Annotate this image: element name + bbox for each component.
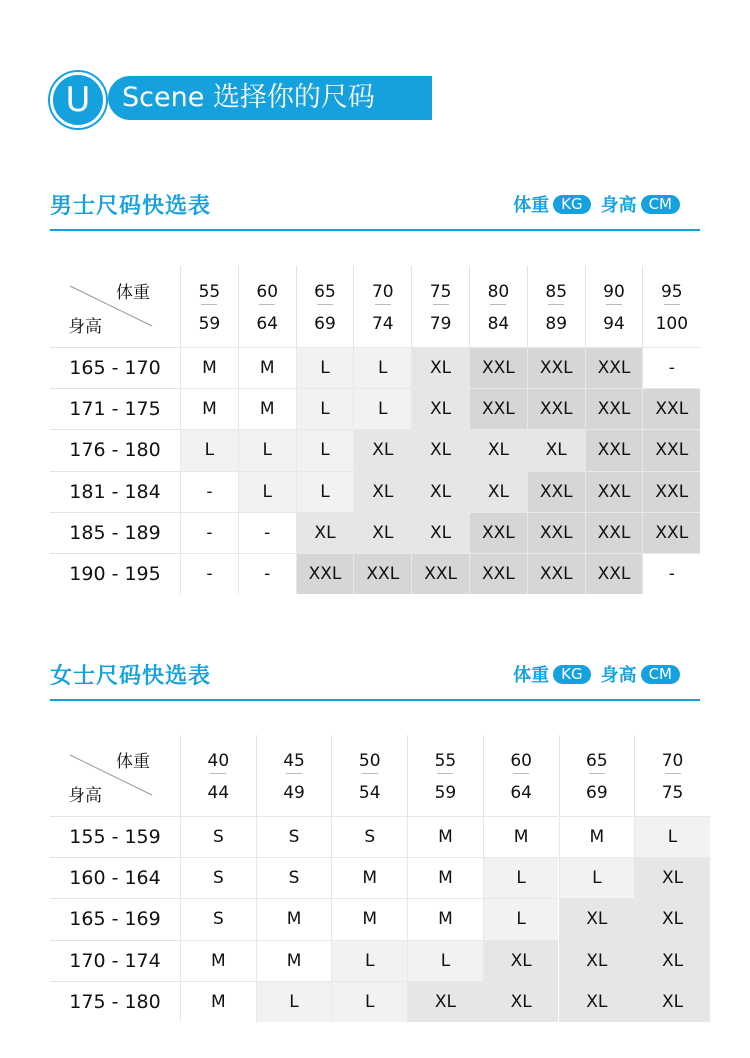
women-size-cell: M — [407, 898, 483, 939]
women-weight-max: 49 — [283, 783, 305, 803]
women-size-cell: S — [180, 816, 256, 857]
women-size-cell: XL — [483, 940, 559, 981]
men-weight-column-header — [353, 266, 411, 347]
men-weight-column-header — [527, 266, 585, 347]
men-unit-legend — [513, 191, 680, 217]
men-size-cell: XXL — [585, 429, 643, 470]
women-size-table — [50, 735, 710, 1022]
women-weight-min: 60 — [510, 751, 532, 771]
men-weight-min: 55 — [198, 282, 221, 302]
men-section-header — [50, 189, 700, 231]
men-weight-min: 80 — [487, 282, 510, 302]
women-size-cell: S — [180, 857, 256, 898]
men-size-cell: XXL — [585, 512, 643, 553]
women-unit-height-badge: CM — [641, 665, 680, 684]
women-weight-max: 69 — [586, 783, 608, 803]
men-size-cell: L — [296, 347, 354, 388]
men-corner-header — [50, 266, 180, 347]
women-size-cell: S — [180, 898, 256, 939]
men-size-cell: L — [296, 429, 354, 470]
men-weight-range-divider — [201, 304, 217, 305]
men-size-cell: L — [296, 471, 354, 512]
men-section-title: 男士尺码快选表 — [50, 194, 212, 219]
men-size-cell: M — [180, 388, 238, 429]
men-height-row-label: 171 - 175 — [50, 388, 180, 429]
women-corner-diagonal — [68, 753, 154, 797]
men-weight-column-header — [642, 266, 700, 347]
women-unit-weight-badge: KG — [553, 665, 590, 684]
men-weight-max: 84 — [487, 314, 510, 334]
women-size-cell: M — [331, 898, 407, 939]
men-corner-height-label: 身高 — [68, 317, 102, 337]
men-weight-min: 90 — [603, 282, 625, 302]
men-size-cell: XXL — [642, 429, 700, 470]
women-size-cell: M — [331, 857, 407, 898]
women-size-cell: M — [180, 981, 256, 1022]
men-height-row-label: 165 - 170 — [50, 347, 180, 388]
men-size-cell: XXL — [585, 553, 643, 594]
men-unit-height-label: 身高 — [600, 195, 637, 216]
women-weight-max: 54 — [358, 783, 381, 803]
women-size-cell: L — [483, 898, 559, 939]
men-corner-weight-label: 体重 — [116, 283, 150, 303]
women-weight-min: 50 — [358, 751, 381, 771]
women-size-cell: L — [407, 940, 483, 981]
men-size-cell: XXL — [527, 347, 585, 388]
men-height-row-label: 176 - 180 — [50, 429, 180, 470]
men-weight-range-divider — [433, 304, 449, 305]
women-size-cell: M — [256, 898, 332, 939]
men-weight-min: 95 — [660, 282, 683, 302]
men-size-cell: - — [180, 512, 238, 553]
men-size-cell: XL — [469, 471, 527, 512]
women-unit-height-label: 身高 — [600, 665, 637, 686]
men-size-cell: XXL — [585, 388, 643, 429]
men-size-cell: XXL — [642, 388, 700, 429]
men-weight-max: 79 — [429, 314, 452, 334]
men-size-cell: XL — [353, 512, 411, 553]
women-size-cell: M — [483, 816, 559, 857]
men-weight-min: 85 — [545, 282, 568, 302]
women-weight-range-divider — [665, 773, 681, 774]
men-weight-range-divider — [375, 304, 391, 305]
men-size-cell: XXL — [585, 471, 643, 512]
men-size-cell: XL — [411, 347, 469, 388]
women-size-cell: XL — [559, 940, 635, 981]
women-weight-max: 44 — [207, 783, 230, 803]
men-size-cell: XL — [411, 388, 469, 429]
women-weight-min: 65 — [586, 751, 608, 771]
banner-text: 选择你的尺码 — [212, 82, 375, 113]
women-size-cell: M — [407, 816, 483, 857]
men-weight-column-header — [296, 266, 354, 347]
men-weight-max: 64 — [256, 314, 279, 334]
men-height-row-label: 190 - 195 — [50, 553, 180, 594]
women-size-cell: M — [180, 940, 256, 981]
men-size-cell: XXL — [527, 471, 585, 512]
men-weight-column-header — [238, 266, 296, 347]
men-weight-max: 59 — [198, 314, 221, 334]
men-weight-max: 89 — [545, 314, 568, 334]
men-size-cell: - — [642, 553, 700, 594]
women-weight-column-header — [331, 735, 407, 816]
women-size-cell: XL — [634, 981, 710, 1022]
men-size-cell: M — [238, 388, 296, 429]
banner-title — [108, 76, 432, 120]
men-weight-range-divider — [259, 304, 275, 305]
men-size-cell: L — [353, 388, 411, 429]
men-size-cell: XXL — [411, 553, 469, 594]
women-size-cell: XL — [634, 940, 710, 981]
women-size-cell: XL — [407, 981, 483, 1022]
women-weight-column-header — [559, 735, 635, 816]
men-size-cell: - — [180, 553, 238, 594]
men-size-cell: XXL — [642, 471, 700, 512]
women-size-cell: L — [559, 857, 635, 898]
men-size-cell: XXL — [469, 347, 527, 388]
women-section-title: 女士尺码快选表 — [50, 664, 212, 689]
women-size-cell: XL — [634, 898, 710, 939]
men-size-cell: - — [238, 553, 296, 594]
men-corner-diagonal — [68, 284, 154, 328]
women-size-cell: L — [634, 816, 710, 857]
women-corner-weight-label: 体重 — [116, 752, 150, 772]
men-weight-range-divider — [317, 304, 333, 305]
men-size-cell: XXL — [353, 553, 411, 594]
women-weight-column-header — [634, 735, 710, 816]
men-size-cell: XL — [353, 471, 411, 512]
brand-banner — [50, 72, 390, 124]
men-size-cell: XL — [411, 429, 469, 470]
men-size-cell: XXL — [469, 388, 527, 429]
men-size-cell: - — [180, 471, 238, 512]
women-weight-range-divider — [210, 773, 226, 774]
women-weight-range-divider — [286, 773, 302, 774]
women-weight-range-divider — [437, 773, 453, 774]
men-size-cell: M — [180, 347, 238, 388]
men-size-cell: XL — [353, 429, 411, 470]
men-unit-height-badge: CM — [641, 195, 680, 214]
men-weight-max: 100 — [655, 314, 689, 334]
men-size-cell: - — [642, 347, 700, 388]
women-weight-range-divider — [362, 773, 378, 774]
women-height-row-label: 165 - 169 — [50, 898, 180, 939]
men-weight-column-header — [469, 266, 527, 347]
men-weight-column-header — [411, 266, 469, 347]
men-size-cell: XXL — [642, 512, 700, 553]
brand-logo-u: U — [50, 72, 106, 128]
men-weight-min: 65 — [314, 282, 336, 302]
men-size-cell: M — [238, 347, 296, 388]
women-weight-column-header — [180, 735, 256, 816]
women-size-cell: XL — [483, 981, 559, 1022]
banner-brand: Scene — [122, 82, 205, 113]
women-weight-column-header — [256, 735, 332, 816]
men-unit-weight-label: 体重 — [513, 195, 550, 216]
women-height-row-label: 160 - 164 — [50, 857, 180, 898]
women-weight-min: 55 — [434, 751, 457, 771]
women-height-row-label: 155 - 159 — [50, 816, 180, 857]
women-weight-range-divider — [589, 773, 605, 774]
men-weight-min: 60 — [256, 282, 279, 302]
women-weight-max: 64 — [510, 783, 532, 803]
men-size-cell: XXL — [527, 553, 585, 594]
men-size-table — [50, 266, 700, 594]
women-size-cell: S — [331, 816, 407, 857]
women-corner-header — [50, 735, 180, 816]
women-weight-max: 59 — [434, 783, 457, 803]
men-unit-weight-badge: KG — [553, 195, 590, 214]
men-weight-column-header — [585, 266, 643, 347]
women-height-row-label: 170 - 174 — [50, 940, 180, 981]
men-size-cell: XXL — [527, 388, 585, 429]
men-size-cell: XL — [411, 471, 469, 512]
men-weight-max: 94 — [603, 314, 625, 334]
women-size-cell: XL — [559, 981, 635, 1022]
women-size-cell: M — [559, 816, 635, 857]
men-weight-max: 74 — [371, 314, 394, 334]
women-weight-min: 70 — [661, 751, 684, 771]
women-unit-legend — [513, 661, 680, 687]
men-size-cell: XXL — [585, 347, 643, 388]
men-size-cell: XXL — [527, 512, 585, 553]
men-size-cell: XL — [411, 512, 469, 553]
women-size-cell: XL — [634, 857, 710, 898]
women-size-cell: L — [331, 940, 407, 981]
women-size-cell: L — [331, 981, 407, 1022]
men-weight-min: 70 — [371, 282, 394, 302]
women-weight-max: 75 — [661, 783, 684, 803]
women-size-cell: S — [256, 857, 332, 898]
women-weight-range-divider — [513, 773, 529, 774]
men-height-row-label: 185 - 189 — [50, 512, 180, 553]
women-size-cell: XL — [559, 898, 635, 939]
men-weight-range-divider — [606, 304, 622, 305]
men-size-cell: XL — [527, 429, 585, 470]
women-unit-weight-label: 体重 — [513, 665, 550, 686]
men-weight-range-divider — [548, 304, 564, 305]
men-height-row-label: 181 - 184 — [50, 471, 180, 512]
women-size-cell: L — [256, 981, 332, 1022]
men-weight-column-header — [180, 266, 238, 347]
men-size-cell: L — [180, 429, 238, 470]
men-size-cell: - — [238, 512, 296, 553]
men-weight-range-divider — [664, 304, 680, 305]
men-size-cell: XXL — [469, 512, 527, 553]
men-weight-range-divider — [490, 304, 506, 305]
women-weight-column-header — [407, 735, 483, 816]
men-weight-max: 69 — [314, 314, 336, 334]
women-height-row-label: 175 - 180 — [50, 981, 180, 1022]
men-size-cell: XL — [296, 512, 354, 553]
men-size-cell: XXL — [296, 553, 354, 594]
women-size-cell: S — [256, 816, 332, 857]
women-size-cell: M — [407, 857, 483, 898]
men-size-cell: L — [238, 471, 296, 512]
women-size-cell: M — [256, 940, 332, 981]
men-size-cell: L — [353, 347, 411, 388]
men-weight-min: 75 — [429, 282, 452, 302]
men-size-cell: XL — [469, 429, 527, 470]
men-size-cell: XXL — [469, 553, 527, 594]
women-weight-min: 40 — [207, 751, 230, 771]
women-section-header — [50, 659, 700, 701]
women-weight-column-header — [483, 735, 559, 816]
women-corner-height-label: 身高 — [68, 786, 102, 806]
women-weight-min: 45 — [283, 751, 305, 771]
men-size-cell: L — [296, 388, 354, 429]
men-size-cell: L — [238, 429, 296, 470]
women-size-cell: L — [483, 857, 559, 898]
